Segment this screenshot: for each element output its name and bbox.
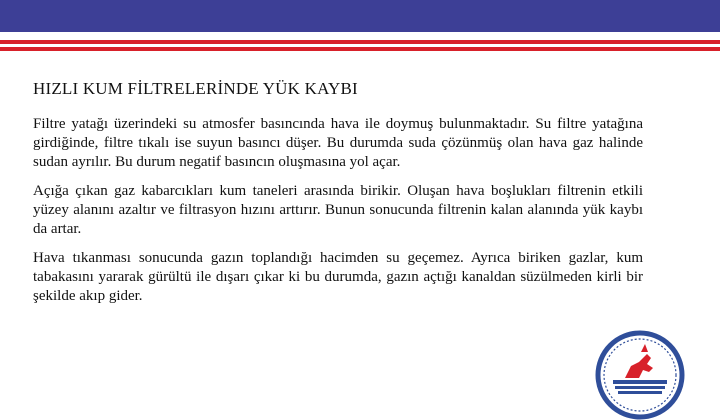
paragraph-3: Hava tıkanması sonucunda gazın toplandığı hacimden su geçemez. Ayrıca biriken gazlar, kum tabakasını yararak gürültü ile dışarı çıkar ki bu durumda, gazın açtığı kanaldan süzülmeden kirli bir şekilde akıp gider. xyxy=(33,250,643,304)
paragraph-2: Açığa çıkan gaz kabarcıkları kum taneleri arasında birikir. Oluşan hava boşlukları filtrenin etkili yüzey alanını azaltır ve filtrasyon hızını arttırır. Bunun sonucunda filtrenin kalan alanında yük kaybı da artar. xyxy=(33,183,643,237)
university-emblem-icon xyxy=(595,330,685,420)
header-stripe-red-bottom xyxy=(0,47,720,51)
paragraph-1: Filtre yatağı üzerindeki su atmosfer basıncında hava ile doymuş bulunmaktadır. Su filtre yatağına girdiğinde, filtre tıkalı ise suyun basıncı düşer. Bu durumda suda çözünmüş olan hava gaz halinde sudan ayrılır. Bu durum negatif basıncın oluşmasına yol açar. xyxy=(33,116,643,170)
header-band xyxy=(0,0,720,32)
slide-body xyxy=(33,115,643,316)
slide-title: HIZLI KUM FİLTRELERİNDE YÜK KAYBI xyxy=(33,79,358,98)
